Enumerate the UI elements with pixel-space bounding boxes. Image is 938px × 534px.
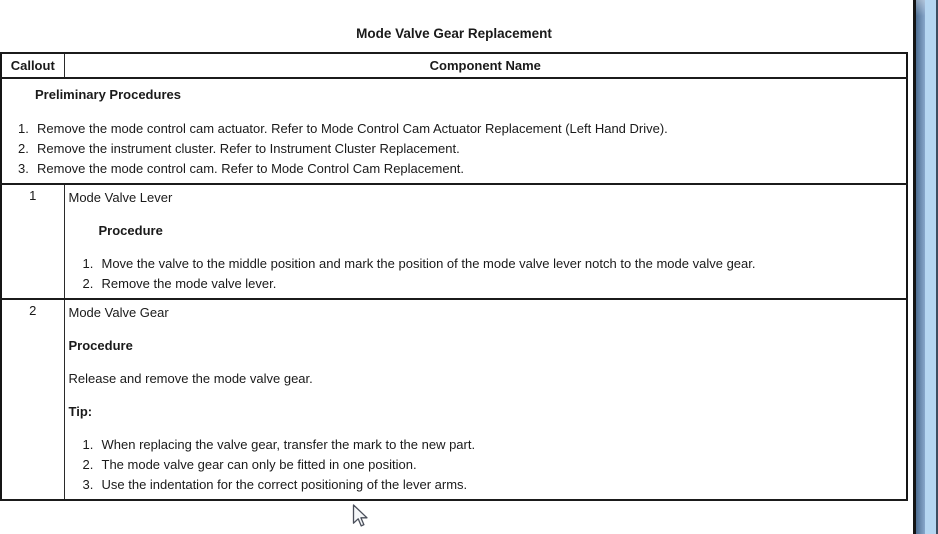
component-name-column-header: Component Name (64, 53, 907, 78)
preliminary-procedures-heading: Preliminary Procedures (35, 87, 181, 102)
preliminary-step: Remove the mode control cam actuator. Refer to Mode Control Cam Actuator Replacement (Left Hand Drive). (37, 121, 668, 136)
tip-item: When replacing the valve gear, transfer the mark to the new part. (101, 437, 476, 452)
preliminary-step: Remove the mode control cam. Refer to Mode Control Cam Replacement. (37, 161, 465, 176)
mouse-cursor (352, 504, 369, 529)
window-edge-highlight (925, 0, 936, 534)
procedure-step: Remove the mode valve lever. (101, 276, 277, 291)
component-name: Mode Valve Lever (68, 190, 173, 205)
preliminary-steps-list (18, 119, 906, 179)
component-table (0, 52, 908, 501)
tip-heading: Tip: (68, 404, 93, 419)
tip-item: The mode valve gear can only be fitted in one position. (101, 457, 417, 472)
procedure-text: Release and remove the mode valve gear. (68, 371, 313, 386)
table-row (1, 299, 907, 500)
component-name: Mode Valve Gear (68, 305, 169, 320)
window-edge-gradient (916, 0, 925, 534)
procedure-heading: Procedure (68, 338, 133, 353)
procedure-steps-list (83, 254, 899, 294)
tip-list (83, 435, 899, 495)
table-row (1, 184, 907, 299)
procedure-heading: Procedure (98, 223, 163, 238)
preliminary-procedures-row (1, 78, 907, 184)
page-title: Mode Valve Gear Replacement (356, 26, 552, 41)
procedure-step: Move the valve to the middle position and mark the position of the mode valve lever notch to the mode valve gear. (101, 256, 756, 271)
tip-item: Use the indentation for the correct positioning of the lever arms. (101, 477, 468, 492)
callout-number: 2 (1, 299, 64, 500)
table-header-row (1, 53, 907, 78)
preliminary-step: Remove the instrument cluster. Refer to Instrument Cluster Replacement. (37, 141, 460, 156)
callout-number: 1 (1, 184, 64, 299)
callout-column-header: Callout (1, 53, 64, 78)
window-edge-strip[interactable] (913, 0, 938, 534)
